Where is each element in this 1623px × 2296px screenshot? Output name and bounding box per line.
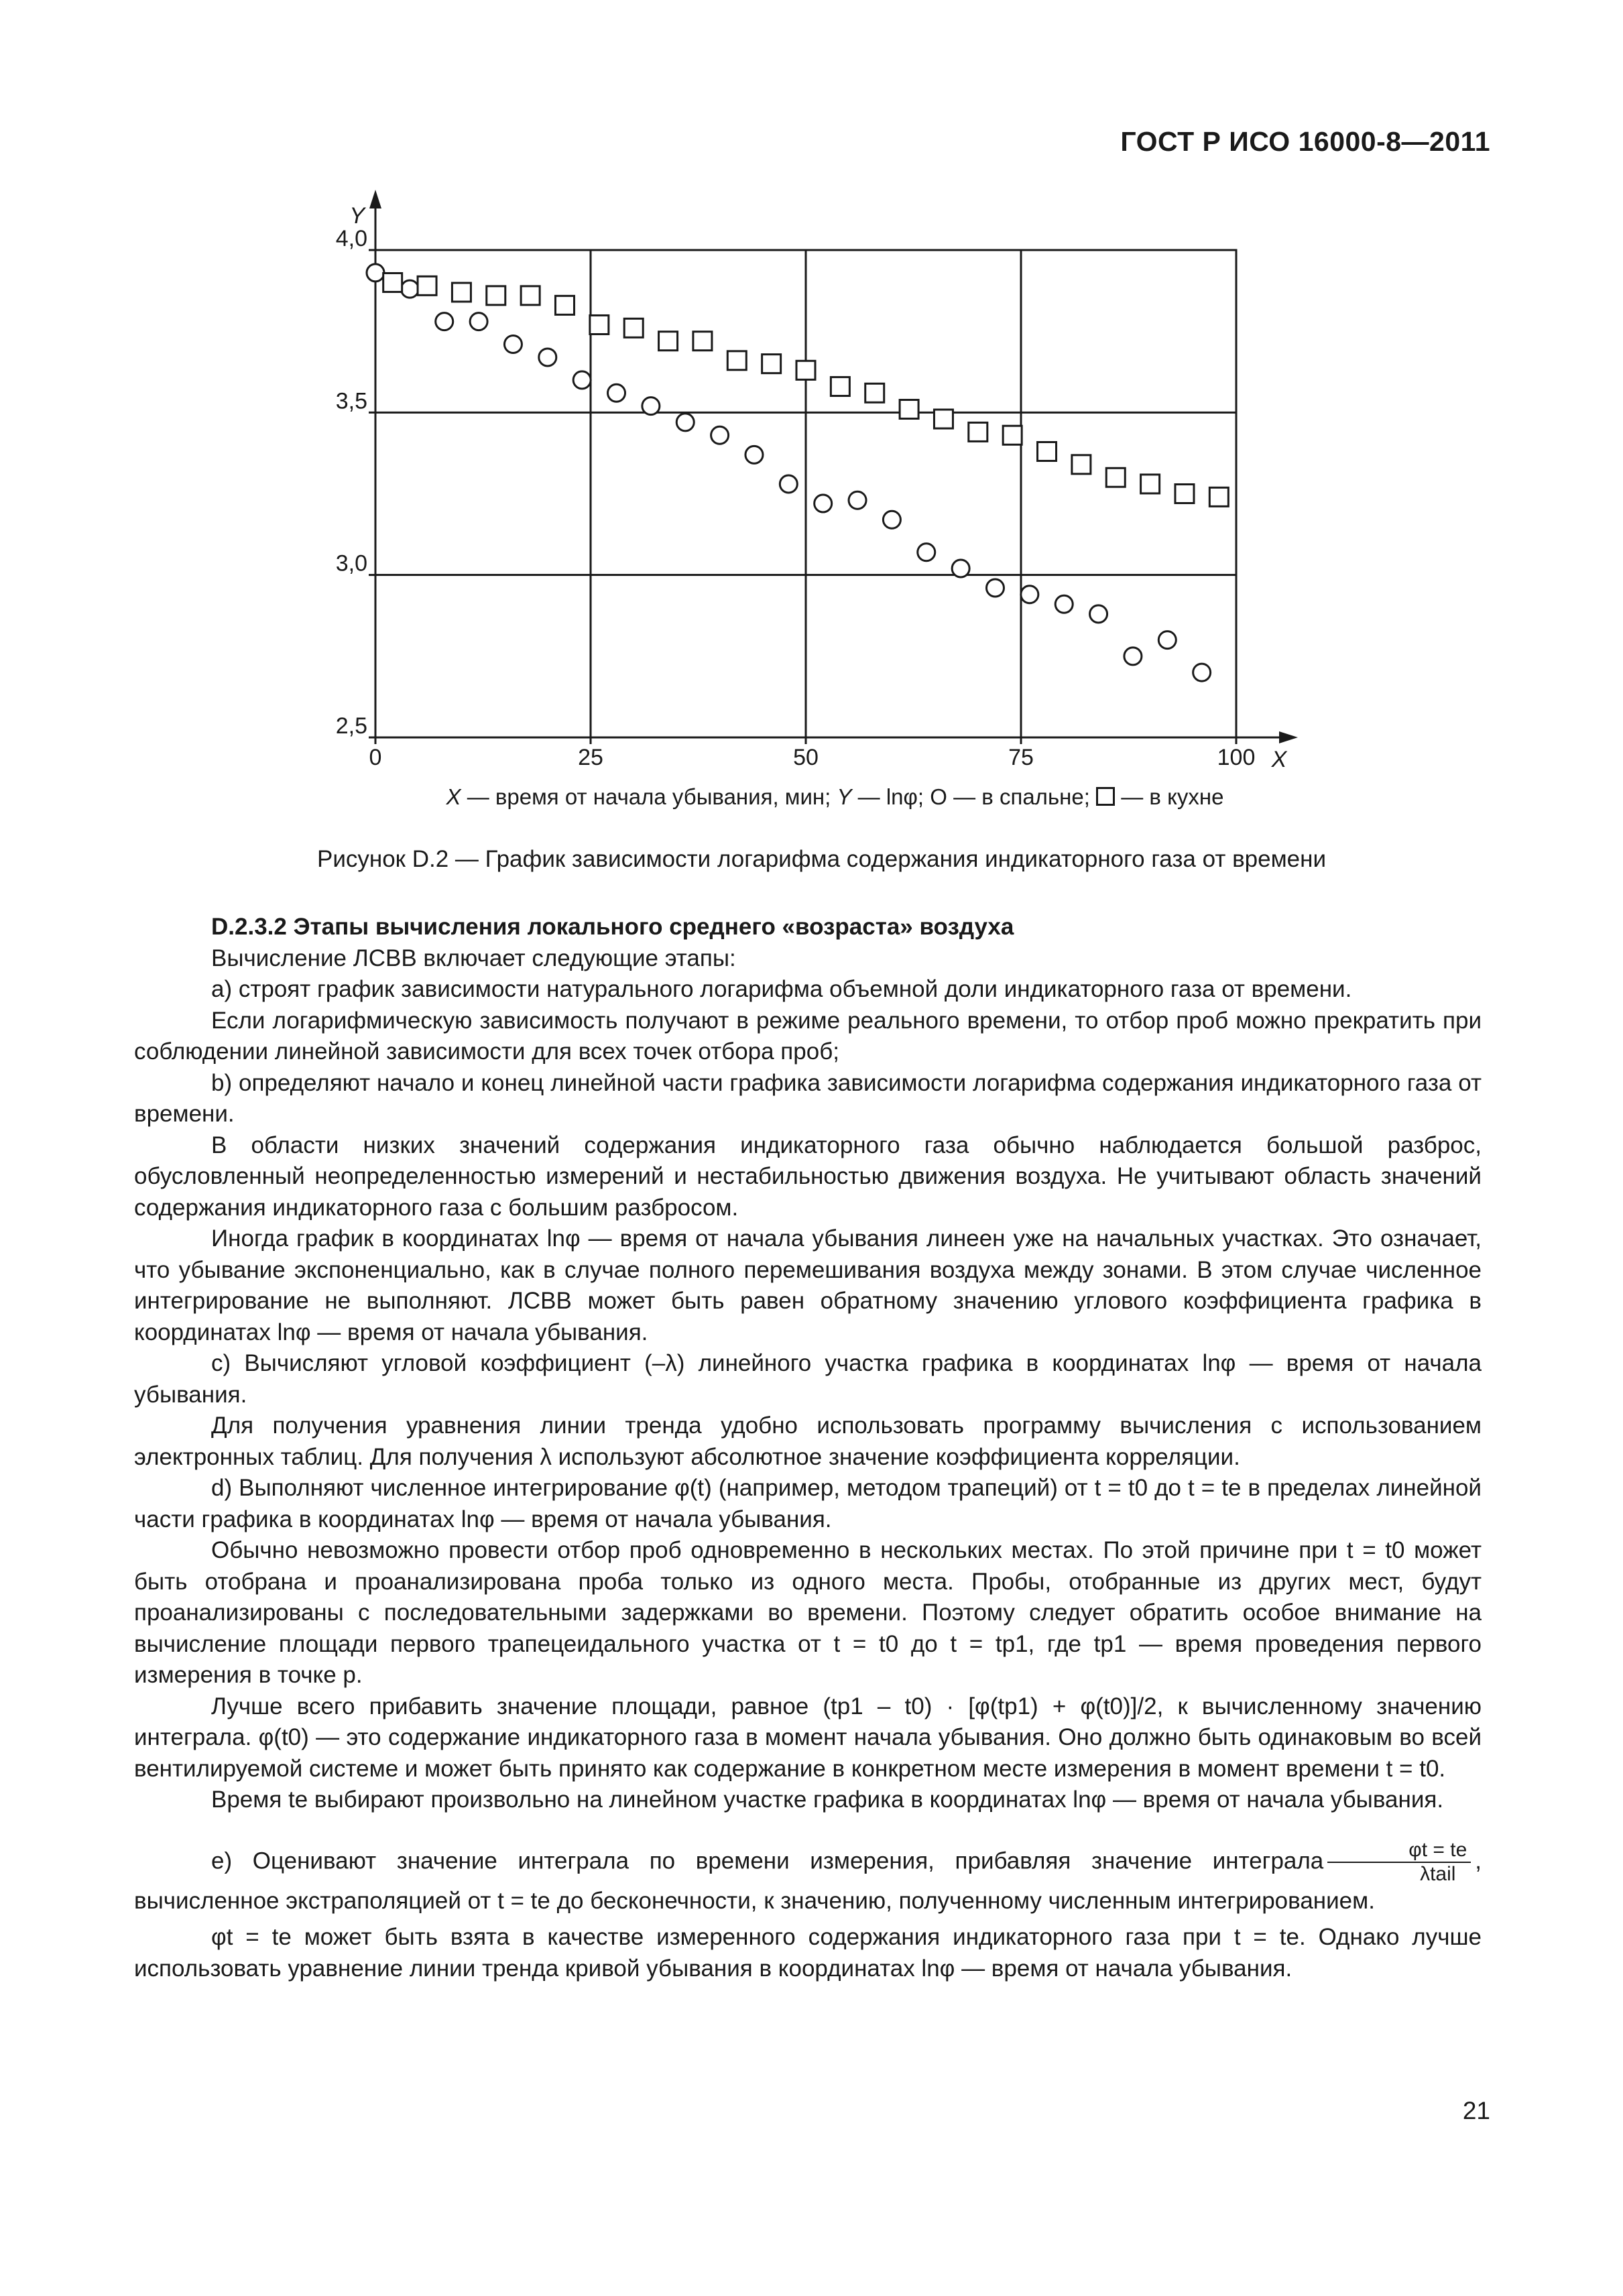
circle-point xyxy=(918,544,935,561)
square-point xyxy=(624,318,643,337)
square-point xyxy=(555,296,574,314)
square-point xyxy=(659,332,678,351)
paragraph: Лучше всего прибавить значение площади, равное (tp1 – t0) · [φ(tp1) + φ(t0)]/2, к вычисленному значению интеграла. φ(t0) — это содержание индикаторного газа в момент начала убывания. Оно должно быть одинаковым во всей вентилируемой системе и может быть принято как содержание в конкретном месте измерения в момент времени t = t0. xyxy=(134,1693,1482,1782)
x-axis-label: X xyxy=(1271,747,1287,772)
page-number: 21 xyxy=(1462,2097,1490,2124)
square-point xyxy=(865,383,884,402)
square-point xyxy=(762,355,781,373)
paragraph-last: φt = te может быть взята в качестве измеренного содержания индикаторного газа при t = te. Однако лучше использовать уравнение линии тренда кривой убывания в координатах lnφ — время от начала убывания. xyxy=(134,1924,1482,1982)
circle-point xyxy=(745,446,763,463)
y-axis-arrow-icon xyxy=(369,190,381,208)
square-point xyxy=(1072,455,1091,474)
square-point xyxy=(590,315,609,334)
legend-sq-text: — в кухне xyxy=(1115,784,1224,809)
circle-point xyxy=(815,495,832,512)
circle-point xyxy=(711,426,729,444)
paragraph-e xyxy=(134,1839,1482,1917)
paragraph: a) строят график зависимости натурального логарифма объемной доли индикаторного газа от времени. xyxy=(211,976,1352,1002)
circle-point xyxy=(676,414,694,431)
paragraph: Вычисление ЛСВВ включает следующие этапы: xyxy=(211,945,736,971)
circle-point xyxy=(1021,586,1038,603)
square-point xyxy=(521,286,540,305)
document-header: ГОСТ Р ИСО 16000-8—2011 xyxy=(1120,126,1490,157)
paragraph: В области низких значений содержания индикаторного газа обычно наблюдается большой разброс, обусловленный неопределенностью измерений и нестабильностью движения воздуха. Не учитывают область значений содержания индикаторного газа с большим разбросом. xyxy=(134,1132,1482,1221)
paragraph: Время te выбирают произвольно на линейном участке графика в координатах lnφ — время от начала убывания. xyxy=(211,1787,1444,1813)
legend-x-letter: X xyxy=(446,784,461,809)
legend-y-text: — lnφ; O — в спальне; xyxy=(851,784,1097,809)
circle-point xyxy=(470,313,487,330)
square-point xyxy=(1141,475,1160,493)
fraction-numerator: φt = te xyxy=(1327,1839,1471,1863)
circle-point xyxy=(504,336,522,353)
x-tick-label: 75 xyxy=(1008,745,1034,770)
x-axis-arrow-icon xyxy=(1279,731,1298,743)
circle-point xyxy=(436,313,453,330)
square-point xyxy=(934,410,953,428)
square-point xyxy=(693,332,712,351)
x-tick-label: 0 xyxy=(369,745,382,770)
square-point xyxy=(452,283,471,302)
circle-point xyxy=(883,511,900,528)
circle-point xyxy=(642,398,660,415)
x-tick-label: 50 xyxy=(793,745,819,770)
section-heading: D.2.3.2 Этапы вычисления локального среднего «возраста» воздуха xyxy=(211,914,1014,940)
y-tick-label: 3,0 xyxy=(335,550,367,577)
square-point xyxy=(796,361,815,379)
scatter-chart xyxy=(0,0,1623,791)
para-e-after: , вычисленное экстраполяцией от t = te до бесконечности, к значению, полученному численным интегрированием. xyxy=(134,1847,1482,1914)
paragraph: Обычно невозможно провести отбор проб одновременно в нескольких местах. По этой причине при t = t0 может быть отобрана и проанализирована проба только из одного места. Пробы, отобранные из других мест, будут проанализированы с последовательными задержками во времени. Поэтому следует обратить особое внимание на вычисление площади первого трапецеидального участка от t = t0 до t = tp1, где tp1 — время проведения первого измерения в точке p. xyxy=(134,1537,1482,1688)
circle-point xyxy=(1055,595,1073,613)
paragraph: c) Вычисляют угловой коэффициент (–λ) линейного участка графика в координатах lnφ — время от начала убывания. xyxy=(134,1350,1482,1408)
chart-legend xyxy=(0,784,1623,810)
square-point xyxy=(487,286,505,305)
paragraph: b) определяют начало и конец линейной части графика зависимости логарифма содержания индикаторного газа от времени. xyxy=(134,1069,1482,1127)
square-point xyxy=(900,400,918,418)
circle-point xyxy=(573,371,591,389)
circle-point xyxy=(1193,664,1211,681)
document-body xyxy=(134,912,1482,1984)
paragraph: Если логарифмическую зависимость получают в режиме реального времени, то отбор проб можно прекратить при соблюдении линейной зависимости для всех точек отбора проб; xyxy=(134,1007,1482,1065)
x-tick-label: 25 xyxy=(578,745,603,770)
y-tick-label: 2,5 xyxy=(335,713,367,739)
circle-point xyxy=(401,280,418,298)
x-tick-label: 100 xyxy=(1217,745,1256,770)
circle-point xyxy=(1090,605,1107,623)
square-point xyxy=(1038,442,1057,461)
circle-point xyxy=(608,384,625,402)
circle-point xyxy=(367,264,384,282)
square-point xyxy=(727,351,746,370)
circle-point xyxy=(780,475,797,493)
fraction xyxy=(1327,1839,1471,1886)
y-tick-label: 4,0 xyxy=(335,226,367,251)
circle-point xyxy=(1124,648,1142,665)
square-point xyxy=(1175,485,1194,503)
legend-x-text: — время от начала убывания, мин; xyxy=(461,784,837,809)
square-marker-icon xyxy=(1096,787,1115,806)
circle-point xyxy=(1158,631,1176,649)
para-e-before: e) Оценивают значение интеграла по времени измерения, прибавляя значение интеграла xyxy=(211,1847,1324,1874)
y-axis-label: Y xyxy=(349,203,365,229)
paragraph: d) Выполняют численное интегрирование φ(t) (например, методом трапеций) от t = t0 до t = te в пределах линейной части графика в координатах lnφ — время от начала убывания. xyxy=(134,1475,1482,1532)
paragraph: Иногда график в координатах lnφ — время от начала убывания линеен уже на начальных участках. Это означает, что убывание экспоненциально, как в случае полного перемешивания воздуха между зонами. В этом случае численное интегрирование не выполняют. ЛСВВ может быть равен обратному значению углового коэффициента графика в координатах lnφ — время от начала убывания. xyxy=(134,1225,1482,1345)
fraction-denominator: λtail xyxy=(1420,1862,1456,1885)
circle-point xyxy=(539,349,556,366)
circle-point xyxy=(952,560,969,577)
square-point xyxy=(831,377,849,396)
square-point xyxy=(1003,426,1022,444)
circle-point xyxy=(986,579,1004,597)
legend-y-letter: Y xyxy=(837,784,852,809)
y-tick-label: 3,5 xyxy=(335,388,367,414)
square-point xyxy=(1106,468,1125,487)
circle-point xyxy=(849,491,866,509)
square-point xyxy=(383,273,402,292)
figure-caption: Рисунок D.2 — График зависимости логарифма содержания индикаторного газа от времени xyxy=(316,846,1327,872)
square-point xyxy=(1209,487,1228,506)
square-point xyxy=(418,276,436,295)
square-point xyxy=(969,422,987,441)
paragraph: Для получения уравнения линии тренда удобно использовать программу вычисления с использованием электронных таблиц. Для получения λ используют абсолютное значение коэффициента корреляции. xyxy=(134,1412,1482,1470)
